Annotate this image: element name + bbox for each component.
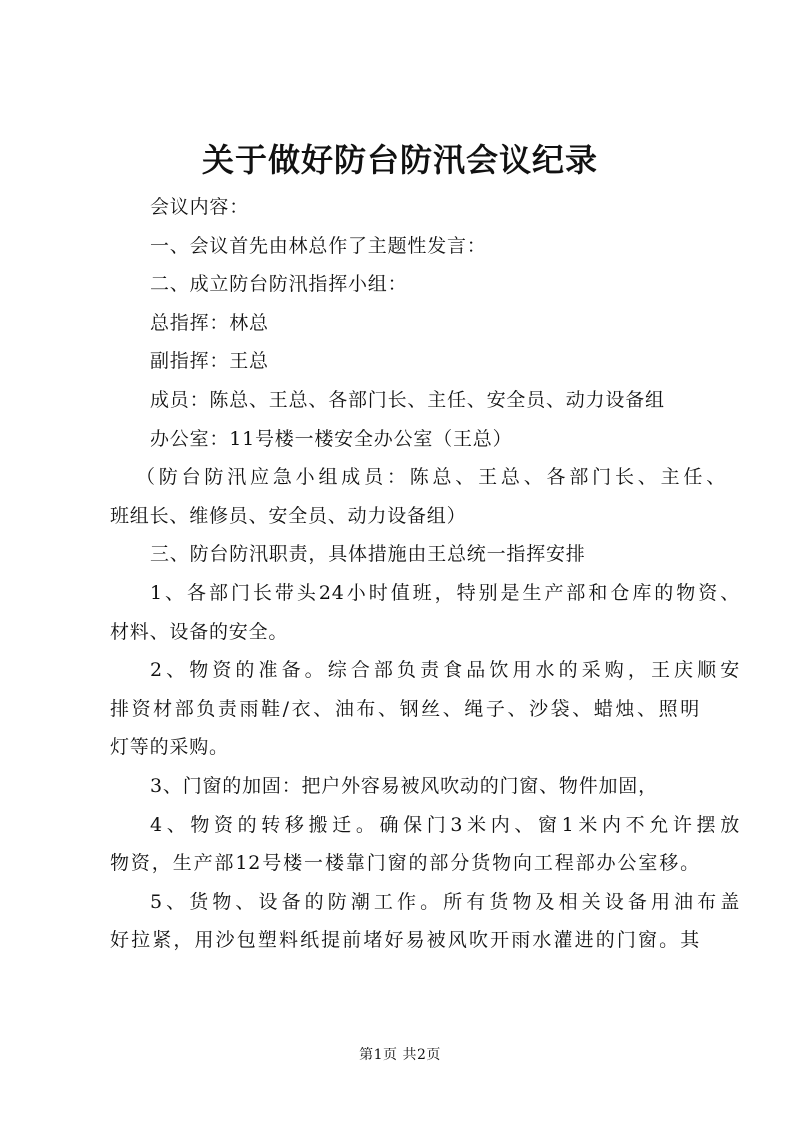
item-one-line-2: 材料、设备的安全。 <box>110 620 289 643</box>
section-three-line: 三、防台防汛职责，具体措施由王总统一指挥安排 <box>150 543 586 566</box>
item-three-line: 3、门窗的加固：把户外容易被风吹动的门窗、物件加固， <box>150 774 658 797</box>
item-two-line-2: 排资材部负责雨鞋/衣、油布、钢丝、绳子、沙袋、蜡烛、照明 <box>110 697 700 720</box>
item-four-line-1: 4、物资的转移搬迁。确保门3米内、窗1米内不允许摆放 <box>150 813 740 836</box>
item-five-line-1: 5、货物、设备的防潮工作。所有货物及相关设备用油布盖 <box>150 890 740 913</box>
document-body <box>110 188 740 960</box>
chief-commander-line: 总指挥：林总 <box>150 311 269 334</box>
members-line: 成员：陈总、王总、各部门长、主任、安全员、动力设备组 <box>150 388 665 411</box>
meeting-content-label: 会议内容： <box>150 196 250 218</box>
page-footer: 第1页 共2页 <box>359 1047 441 1063</box>
section-one-line: 一、会议首先由林总作了主题性发言： <box>150 234 487 257</box>
deputy-commander-line: 副指挥：王总 <box>150 350 269 373</box>
item-two-line-3: 灯等的采购。 <box>110 736 229 759</box>
item-five-line-2: 好拉紧，用沙包塑料纸提前堵好易被风吹开雨水灌进的门窗。其 <box>110 929 700 952</box>
office-line: 办公室：11号楼一楼安全办公室（王总） <box>150 427 513 450</box>
item-two-line-1: 2、物资的准备。综合部负责食品饮用水的采购，王庆顺安 <box>150 659 740 682</box>
section-two-line: 二、成立防台防汛指挥小组： <box>150 273 408 296</box>
document-title: 关于做好防台防汛会议纪录 <box>201 141 598 179</box>
item-one-line-1: 1、各部门长带头24小时值班，特别是生产部和仓库的物资、 <box>150 581 740 604</box>
emergency-group-line-2: 班组长、维修员、安全员、动力设备组） <box>110 504 467 527</box>
emergency-group-line-1: （防台防汛应急小组成员：陈总、王总、各部门长、主任、 <box>136 466 726 489</box>
item-four-line-2: 物资，生产部12号楼一楼靠门窗的部分货物向工程部办公室移。 <box>110 852 700 875</box>
